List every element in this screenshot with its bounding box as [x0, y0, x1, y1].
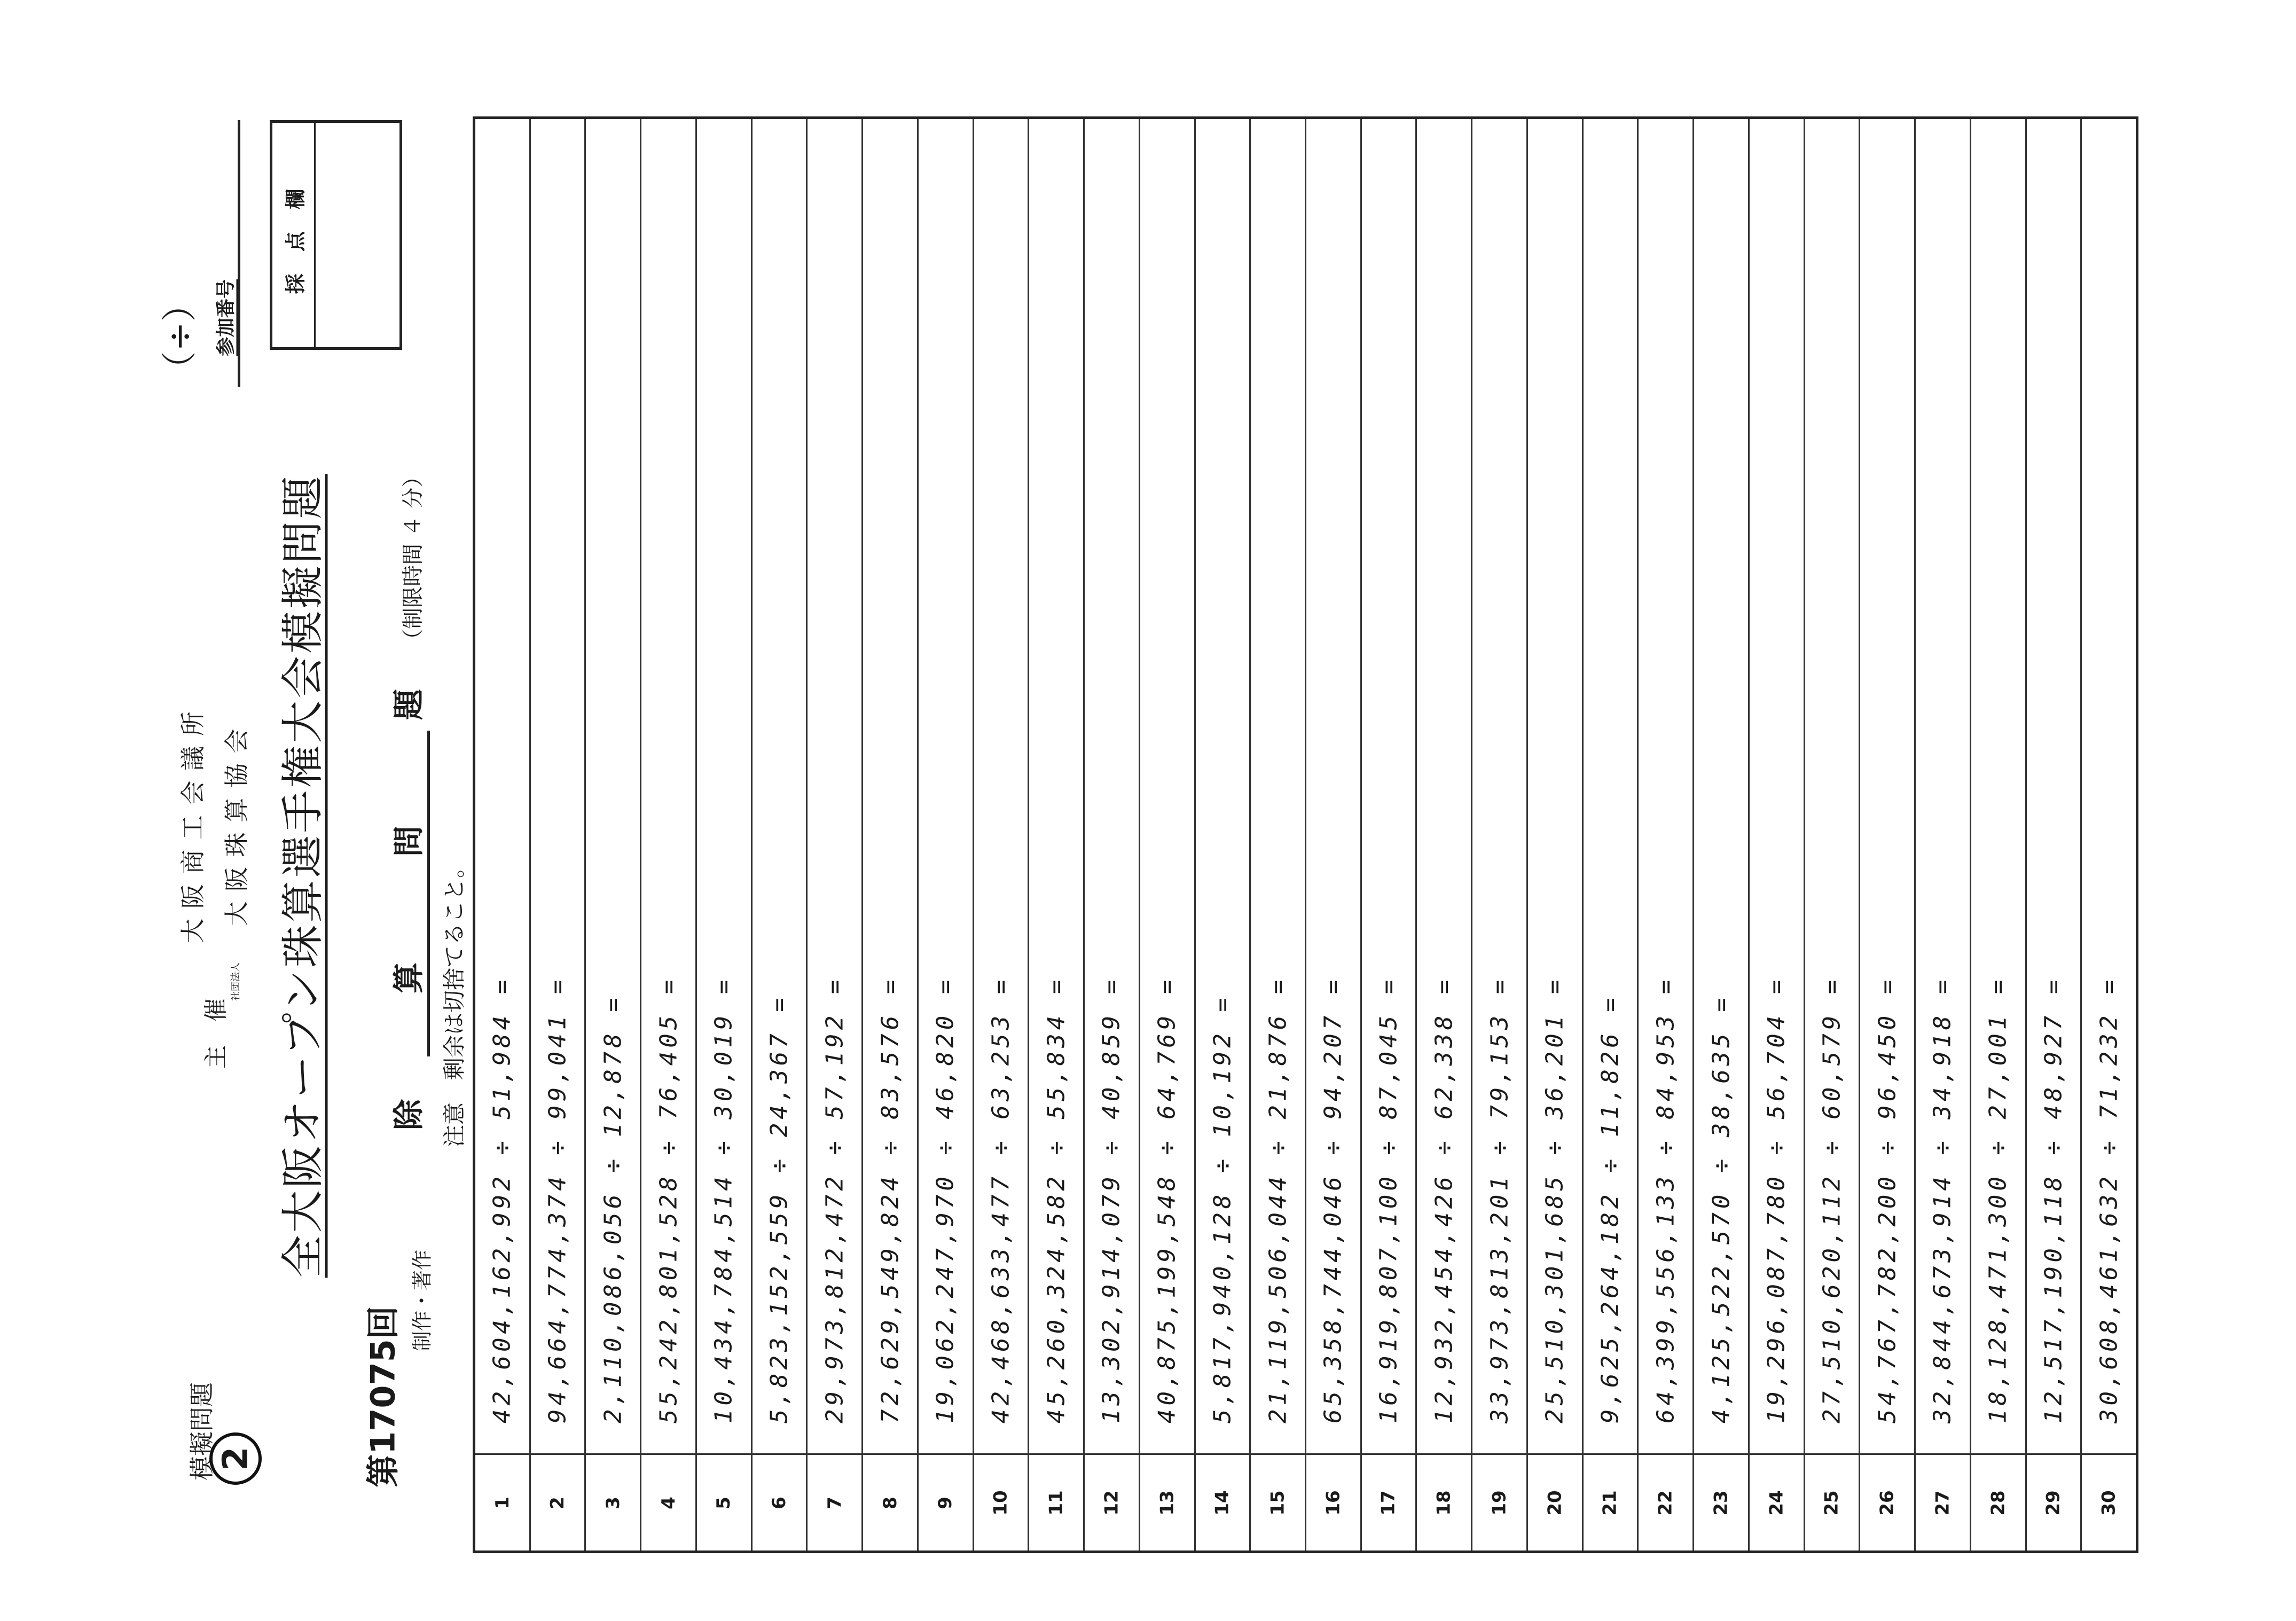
problem-number-cell	[1472, 1453, 1526, 1550]
problem-number: 26	[1876, 1490, 1898, 1516]
problem-expression: 40,875,199,548 ÷ 64,769 =	[1153, 976, 1181, 1423]
problem-number-cell	[753, 1453, 806, 1550]
problem-number: 13	[1156, 1490, 1178, 1516]
problem-number-cell	[1750, 1453, 1804, 1550]
problem-row	[1860, 119, 1916, 1550]
problem-number: 20	[1544, 1490, 1566, 1516]
problem-number: 24	[1766, 1490, 1788, 1516]
problem-number: 7	[824, 1496, 845, 1509]
problem-expression: 9,625,264,182 ÷ 11,826 =	[1596, 994, 1624, 1423]
problem-number-cell	[1805, 1453, 1859, 1550]
problem-expression: 42,604,162,992 ÷ 51,984 =	[488, 976, 516, 1423]
problem-row	[2082, 119, 2136, 1550]
problem-number: 16	[1322, 1490, 1344, 1516]
problem-number: 17	[1378, 1490, 1400, 1516]
problem-number: 10	[990, 1490, 1012, 1516]
problem-expression: 19,296,087,780 ÷ 56,704 =	[1762, 976, 1790, 1423]
problem-expression: 42,468,633,477 ÷ 63,253 =	[987, 976, 1015, 1423]
problem-row	[1362, 119, 1417, 1550]
problem-expression: 19,062,247,970 ÷ 46,820 =	[931, 976, 959, 1423]
problem-row	[753, 119, 808, 1550]
problem-expression: 25,510,301,685 ÷ 36,201 =	[1541, 976, 1569, 1423]
problem-number: 6	[769, 1496, 790, 1509]
problem-number: 23	[1710, 1490, 1732, 1516]
problem-expression: 27,510,620,112 ÷ 60,579 =	[1818, 976, 1846, 1423]
problem-row	[808, 119, 863, 1550]
problem-expression: 12,932,454,426 ÷ 62,338 =	[1430, 976, 1458, 1423]
problem-number-cell	[1251, 1453, 1305, 1550]
problem-number-cell	[586, 1453, 640, 1550]
problem-number: 25	[1821, 1490, 1843, 1516]
problem-expression: 30,608,461,632 ÷ 71,232 =	[2095, 976, 2123, 1423]
problem-expression: 54,767,782,200 ÷ 96,450 =	[1874, 976, 1901, 1423]
problem-number-cell	[1971, 1453, 2025, 1550]
problem-number: 21	[1600, 1490, 1621, 1516]
problem-number: 5	[713, 1496, 735, 1509]
problem-number: 8	[879, 1496, 901, 1509]
problem-number-cell	[1306, 1453, 1360, 1550]
problem-expression: 2,110,086,056 ÷ 12,878 =	[599, 994, 627, 1423]
problem-number: 3	[602, 1496, 624, 1509]
problem-row	[1805, 119, 1861, 1550]
problem-row	[1916, 119, 1971, 1550]
problem-expression: 5,817,940,128 ÷ 10,192 =	[1209, 994, 1236, 1423]
problem-expression: 13,302,914,079 ÷ 40,859 =	[1098, 976, 1125, 1423]
problem-expression: 16,919,807,100 ÷ 87,045 =	[1375, 976, 1402, 1423]
problem-number: 28	[1987, 1490, 2009, 1516]
problem-number-cell	[974, 1453, 1028, 1550]
problem-set-badge: 2	[209, 1432, 262, 1485]
problem-number-cell	[1916, 1453, 1970, 1550]
problem-number: 18	[1433, 1490, 1455, 1516]
problem-row	[1196, 119, 1251, 1550]
problem-row	[1639, 119, 1694, 1550]
problem-row	[1251, 119, 1306, 1550]
problem-expression: 32,844,673,914 ÷ 34,918 =	[1929, 976, 1956, 1423]
problem-row	[475, 119, 531, 1550]
problem-expression: 18,128,471,300 ÷ 27,001 =	[1984, 976, 2012, 1423]
problem-row	[1140, 119, 1196, 1550]
problem-number: 22	[1655, 1490, 1676, 1516]
problem-number: 15	[1267, 1490, 1289, 1516]
problem-number-cell	[2082, 1453, 2136, 1550]
problem-row	[919, 119, 974, 1550]
problem-number-cell	[531, 1453, 585, 1550]
problem-number-cell	[1029, 1453, 1083, 1550]
problem-number: 11	[1045, 1490, 1067, 1516]
problem-expression: 55,242,801,528 ÷ 76,405 =	[655, 976, 683, 1423]
problem-number: 1	[491, 1496, 513, 1509]
problem-row	[1472, 119, 1528, 1550]
problem-number-cell	[863, 1453, 917, 1550]
section-title-underline	[427, 731, 430, 1056]
problem-number: 14	[1211, 1490, 1233, 1516]
problem-expression: 94,664,774,374 ÷ 99,041 =	[544, 976, 571, 1423]
problem-number-cell	[1528, 1453, 1582, 1550]
participant-number-line	[238, 120, 240, 387]
problem-row	[1694, 119, 1750, 1550]
problem-number-cell	[1860, 1453, 1914, 1550]
problem-row	[1085, 119, 1140, 1550]
problem-row	[1971, 119, 2027, 1550]
problem-number-cell	[1196, 1453, 1250, 1550]
problem-number-cell	[475, 1453, 529, 1550]
problem-row	[974, 119, 1030, 1550]
problem-number-cell	[1417, 1453, 1471, 1550]
problem-row	[2027, 119, 2082, 1550]
problem-row	[1417, 119, 1472, 1550]
problem-row	[586, 119, 641, 1550]
problem-table	[473, 116, 2138, 1553]
problem-number-cell	[1639, 1453, 1692, 1550]
problem-row	[641, 119, 697, 1550]
problem-number-cell	[1085, 1453, 1139, 1550]
problem-row	[697, 119, 753, 1550]
problem-number: 30	[2098, 1490, 2120, 1516]
problem-number-cell	[1362, 1453, 1416, 1550]
problem-expression: 45,260,324,582 ÷ 55,834 =	[1043, 976, 1070, 1423]
problem-number: 2	[547, 1496, 569, 1509]
problem-number: 29	[2042, 1490, 2064, 1516]
problem-expression: 65,358,744,046 ÷ 94,207 =	[1319, 976, 1347, 1423]
problem-expression: 5,823,152,559 ÷ 24,367 =	[765, 994, 793, 1423]
problem-expression: 12,517,190,118 ÷ 48,927 =	[2040, 976, 2067, 1423]
problem-number: 9	[935, 1496, 957, 1509]
problem-number: 12	[1101, 1490, 1123, 1516]
problem-row	[1029, 119, 1085, 1550]
problem-number: 19	[1488, 1490, 1510, 1516]
problem-number-cell	[1584, 1453, 1637, 1550]
problem-number-cell	[2027, 1453, 2081, 1550]
problem-expression: 29,973,812,472 ÷ 57,192 =	[821, 976, 849, 1423]
problem-expression: 33,973,813,201 ÷ 79,153 =	[1486, 976, 1514, 1423]
problem-row	[1528, 119, 1584, 1550]
problem-row	[1584, 119, 1639, 1550]
problem-row	[863, 119, 919, 1550]
problem-row	[531, 119, 586, 1550]
problem-expression: 4,125,522,570 ÷ 38,635 =	[1707, 994, 1735, 1423]
problem-number: 4	[657, 1496, 679, 1509]
problem-expression: 10,434,784,514 ÷ 30,019 =	[710, 976, 738, 1423]
problem-row	[1306, 119, 1362, 1550]
problem-number-cell	[1140, 1453, 1194, 1550]
problem-number-cell	[641, 1453, 695, 1550]
problem-expression: 64,399,556,133 ÷ 84,953 =	[1652, 976, 1680, 1423]
score-box: 採 点 欄	[270, 120, 402, 350]
problem-number-cell	[1694, 1453, 1748, 1550]
problem-row	[1750, 119, 1805, 1550]
problem-number-cell	[808, 1453, 861, 1550]
problem-expression: 21,119,506,044 ÷ 21,876 =	[1264, 976, 1292, 1423]
problem-expression: 72,629,549,824 ÷ 83,576 =	[876, 976, 904, 1423]
problem-number: 27	[1932, 1490, 1954, 1516]
problem-number-cell	[919, 1453, 973, 1550]
problem-number-cell	[697, 1453, 751, 1550]
